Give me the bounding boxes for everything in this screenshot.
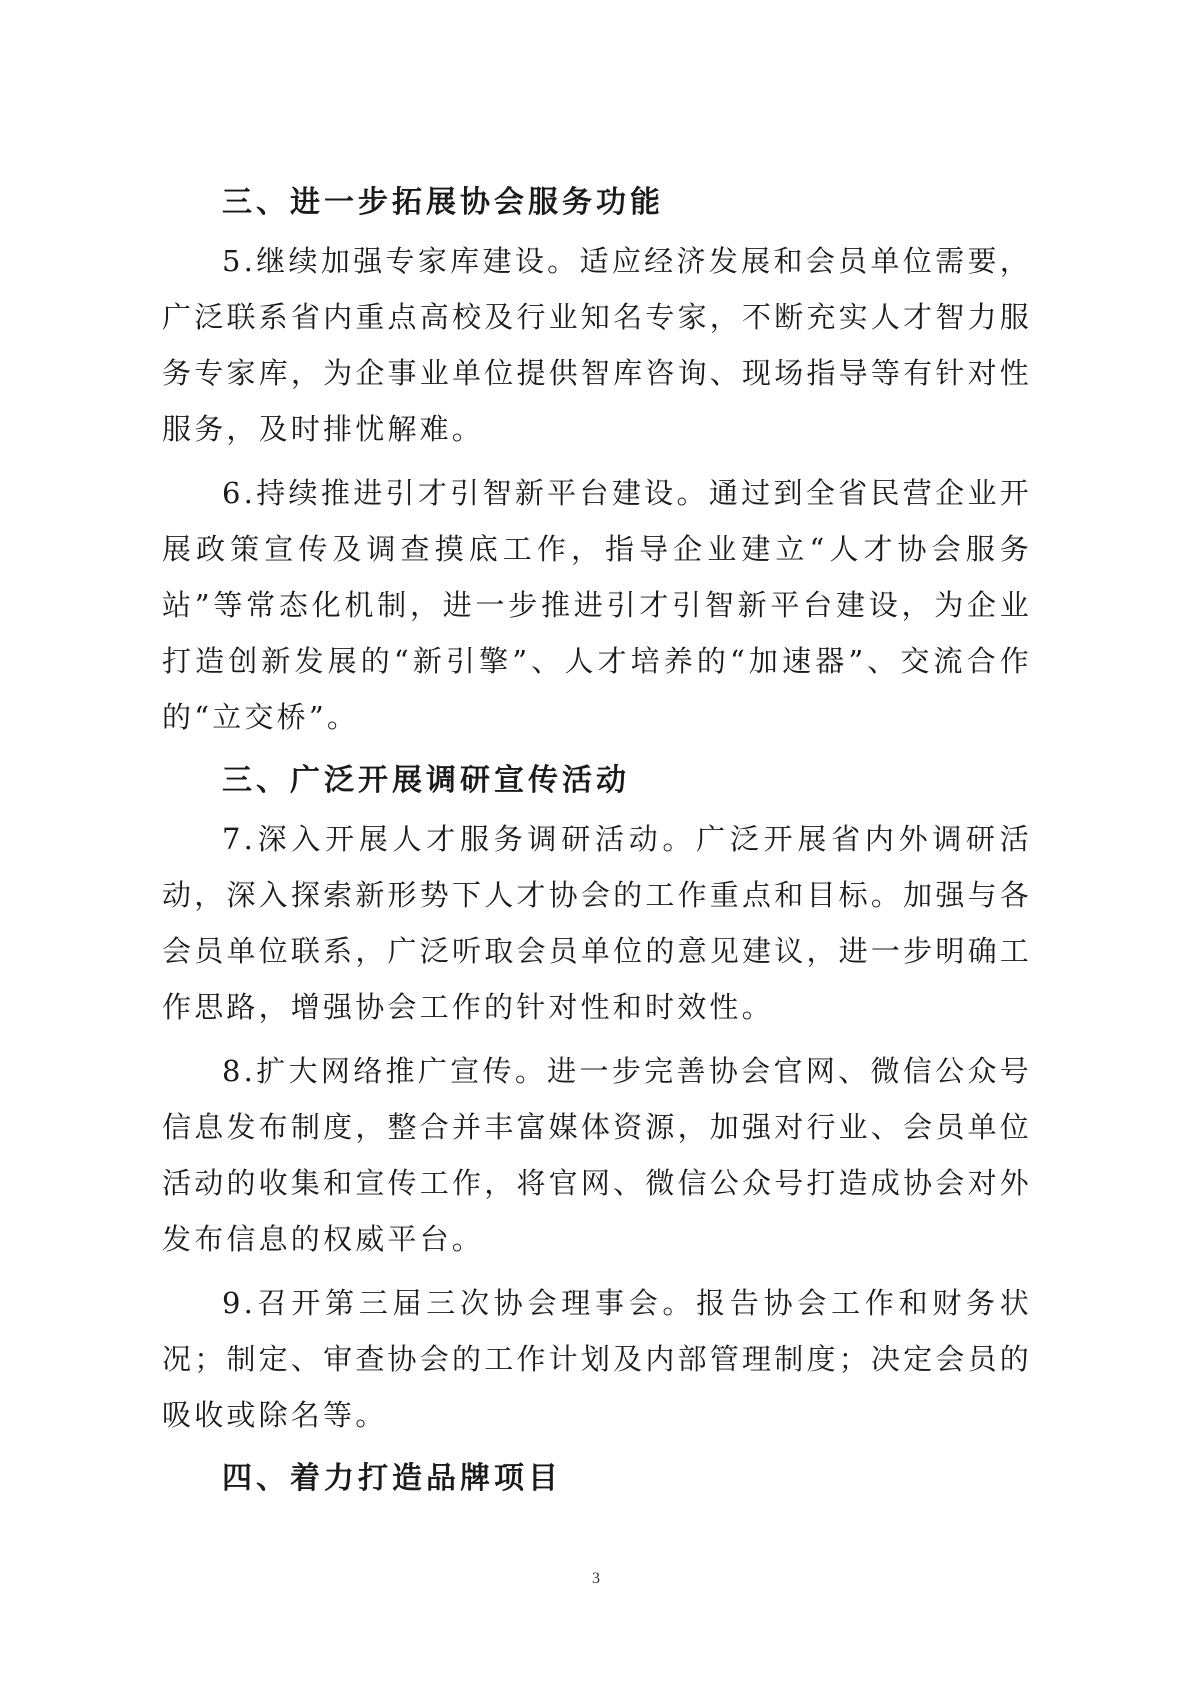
paragraph-item-6: 6.持续推进引才引智新平台建设。通过到全省民营企业开展政策宣传及调查摸底工作，指导企业建立“人才协会服务站”等常态化机制，进一步推进引才引智新平台建设，为企业打造创新发展的“新引擎”、人才培养的“加速器”、交流合作的“立交桥”。 — [162, 476, 1032, 734]
document-body — [162, 175, 1032, 1509]
section-heading-3b: 三、广泛开展调研宣传活动 — [222, 763, 630, 798]
paragraph-item-8: 8.扩大网络推广宣传。进一步完善协会官网、微信公众号信息发布制度，整合并丰富媒体资源，加强对行业、会员单位活动的收集和宣传工作，将官网、微信公众号打造成协会对外发布信息的权威平台。 — [162, 1054, 1032, 1256]
paragraph-item-5: 5.继续加强专家库建设。适应经济发展和会员单位需要，广泛联系省内重点高校及行业知名专家，不断充实人才智力服务专家库，为企事业单位提供智库咨询、现场指导等有针对性服务，及时排忧解难。 — [162, 244, 1032, 446]
section-heading-3a: 三、进一步拓展协会服务功能 — [222, 185, 664, 220]
paragraph-item-7: 7.深入开展人才服务调研活动。广泛开展省内外调研活动，深入探索新形势下人才协会的工作重点和目标。加强与各会员单位联系，广泛听取会员单位的意见建议，进一步明确工作思路，增强协会工作的针对性和时效性。 — [162, 822, 1032, 1024]
paragraph-item-9: 9.召开第三届三次协会理事会。报告协会工作和财务状况；制定、审查协会的工作计划及内部管理制度；决定会员的吸收或除名等。 — [162, 1286, 1032, 1432]
section-heading-4: 四、着力打造品牌项目 — [222, 1461, 562, 1496]
page-number: 3 — [592, 1570, 600, 1587]
